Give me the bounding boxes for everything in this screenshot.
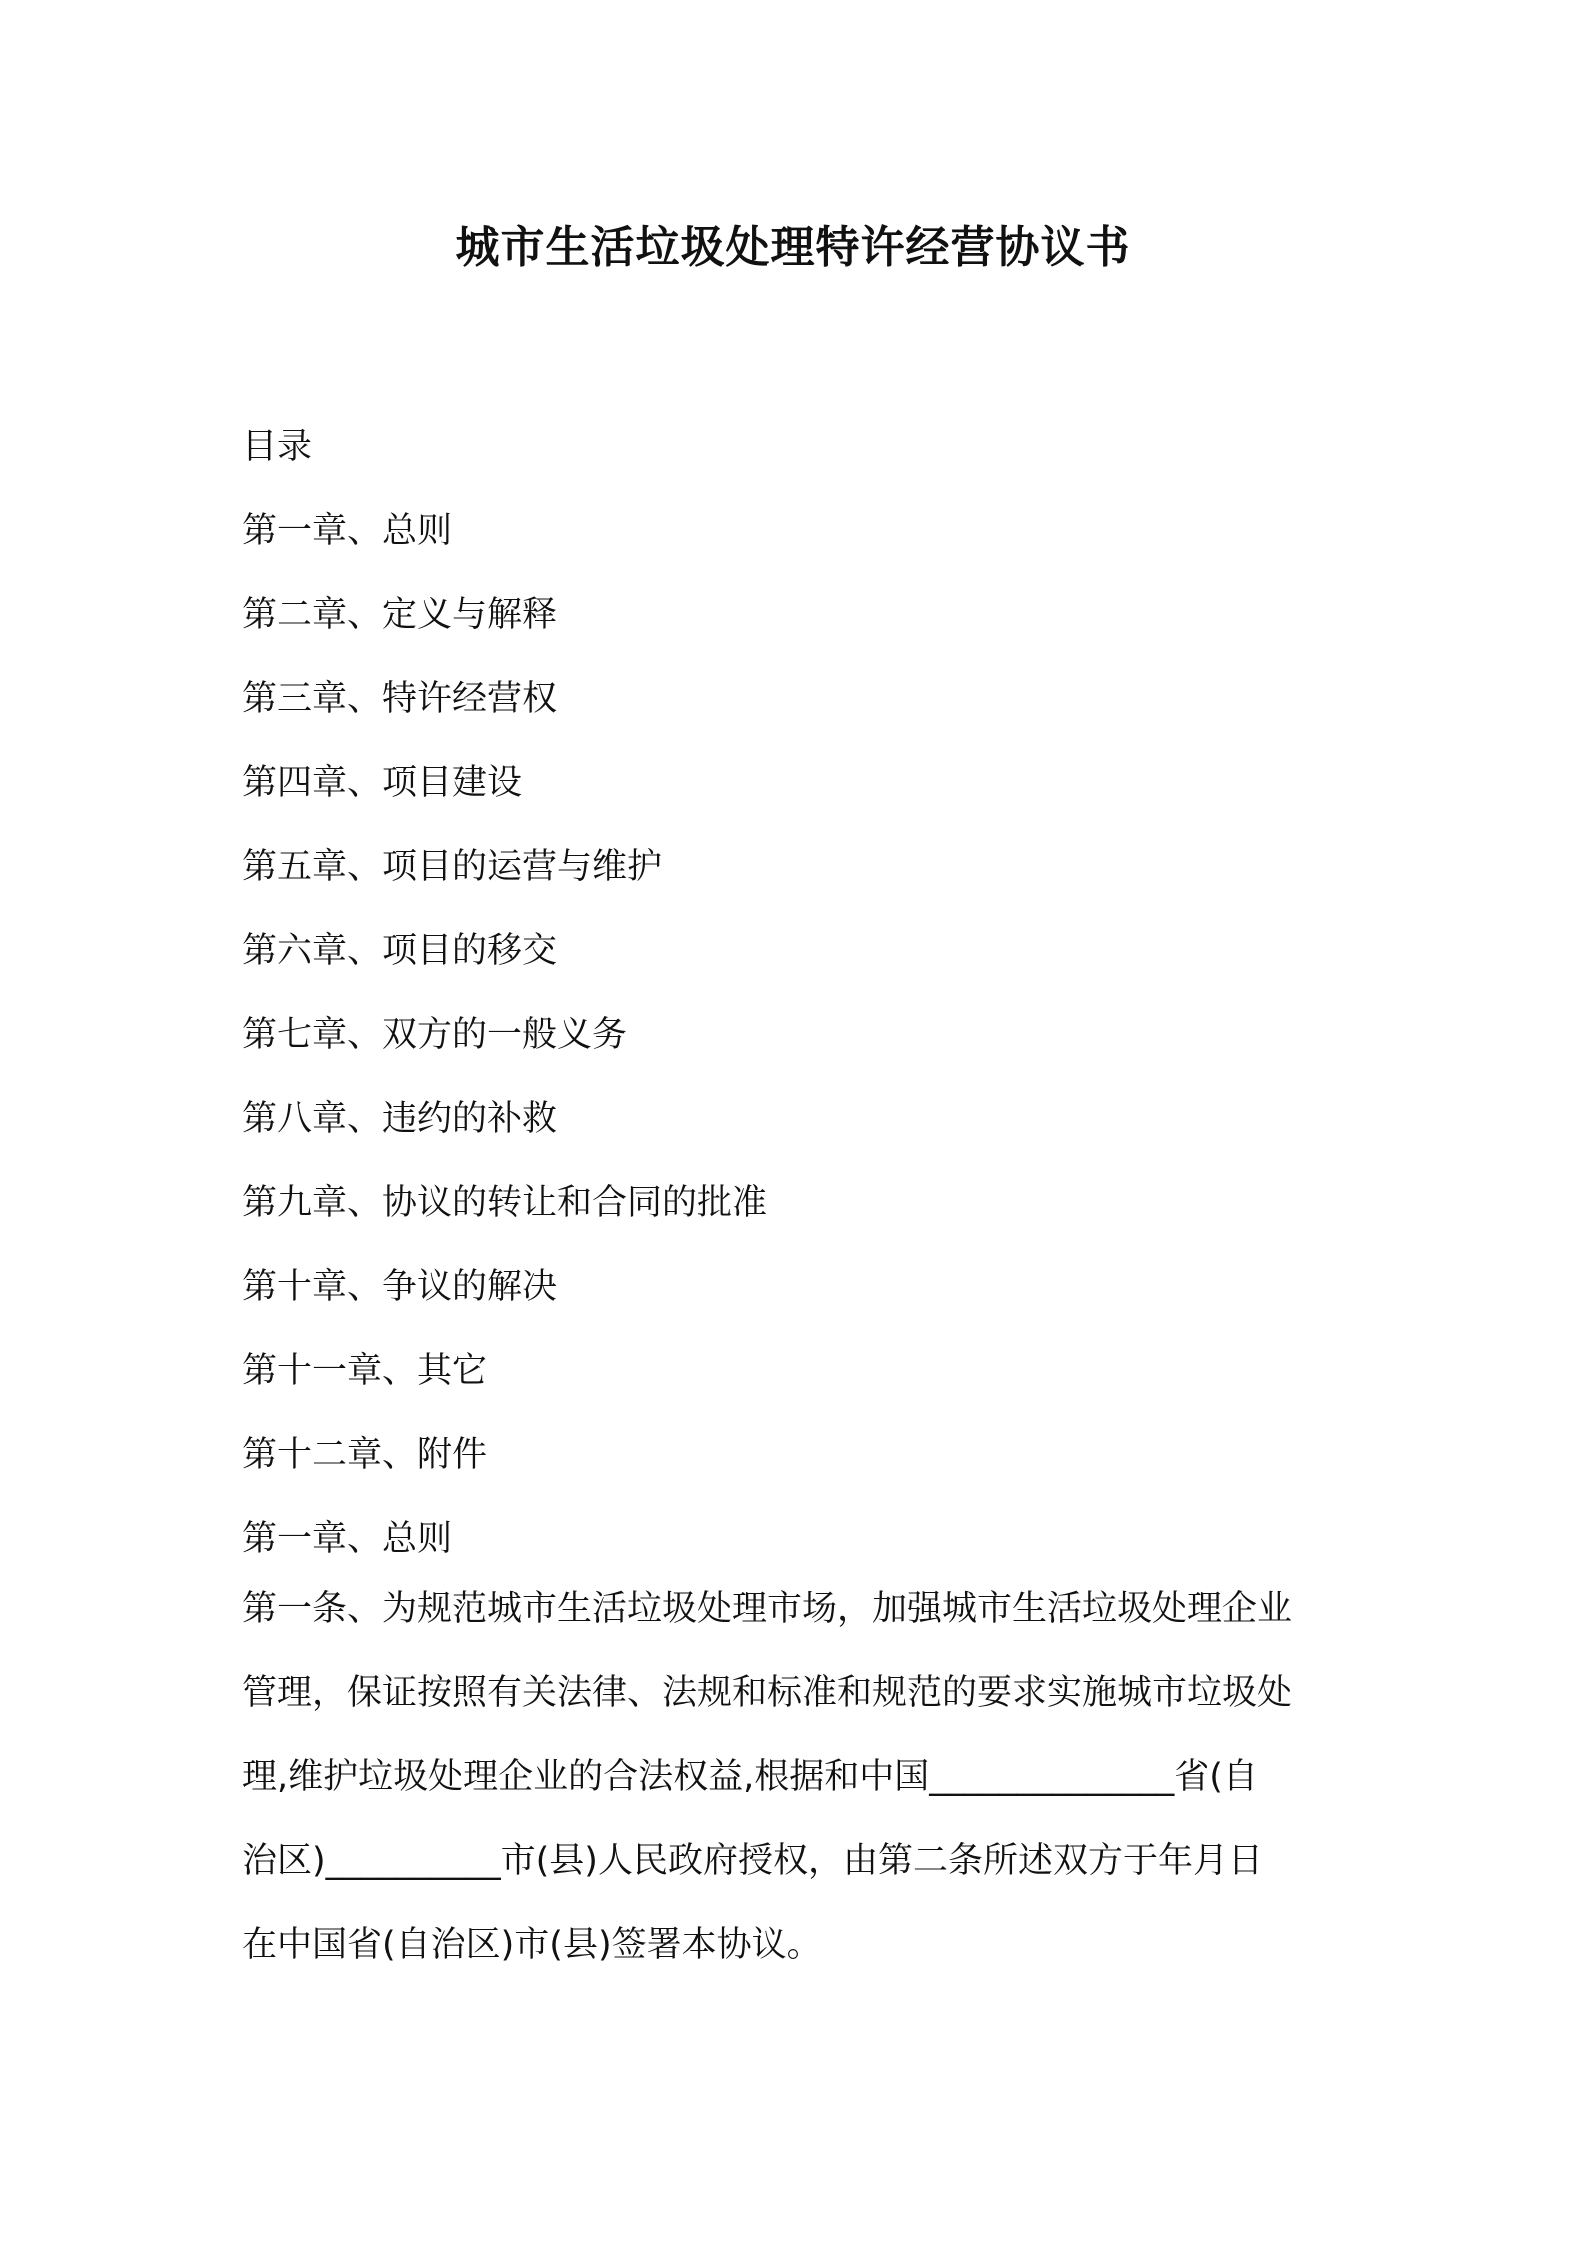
table-of-contents — [242, 405, 1362, 1581]
toc-item-chapter-7: 第七章、双方的一般义务 — [242, 1015, 628, 1055]
toc-item-chapter-6: 第六章、项目的移交 — [242, 931, 558, 971]
toc-item-chapter-4: 第四章、项目建设 — [242, 763, 523, 803]
article-line: 治区)__________市(县)人民政府授权，由第二条所述双方于年月日 — [242, 1841, 1263, 1881]
chapter-heading: 第一章、总则 — [242, 1519, 453, 1559]
article-line: 第一条、为规范城市生活垃圾处理市场，加强城市生活垃圾处理企业 — [242, 1589, 1293, 1629]
toc-item-chapter-5: 第五章、项目的运营与维护 — [242, 847, 663, 887]
toc-item-chapter-9: 第九章、协议的转让和合同的批准 — [242, 1183, 768, 1223]
toc-heading: 目录 — [242, 427, 313, 467]
article-1-paragraph — [242, 1567, 1362, 1987]
article-line: 在中国省(自治区)市(县)签署本协议。 — [242, 1925, 822, 1965]
toc-item-chapter-12: 第十二章、附件 — [242, 1435, 488, 1475]
article-line: 理,维护垃圾处理企业的合法权益,根据和中国______________省(自 — [242, 1757, 1258, 1797]
toc-item-chapter-8: 第八章、违约的补救 — [242, 1099, 558, 1139]
toc-item-chapter-2: 第二章、定义与解释 — [242, 595, 558, 635]
toc-item-chapter-3: 第三章、特许经营权 — [242, 679, 558, 719]
toc-item-chapter-10: 第十章、争议的解决 — [242, 1267, 558, 1307]
document-title: 城市生活垃圾处理特许经营协议书 — [455, 222, 1131, 273]
article-line: 管理，保证按照有关法律、法规和标准和规范的要求实施城市垃圾处 — [242, 1673, 1293, 1713]
toc-item-chapter-11: 第十一章、其它 — [242, 1351, 488, 1391]
toc-item-chapter-1: 第一章、总则 — [242, 511, 453, 551]
